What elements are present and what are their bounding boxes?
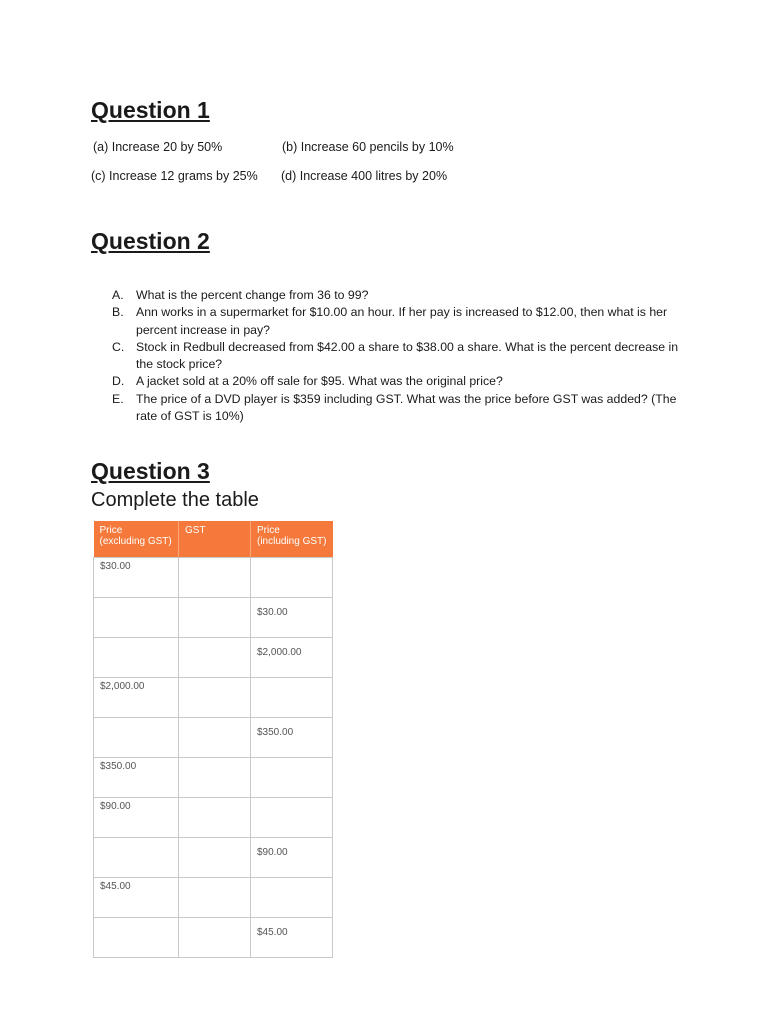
table-cell[interactable]: $30.00 — [251, 598, 333, 638]
question-1-item-d: (d) Increase 400 litres by 20% — [281, 169, 448, 183]
question-2-item — [112, 339, 687, 374]
table-header-row — [94, 521, 333, 558]
table-cell[interactable] — [94, 918, 179, 958]
table-cell[interactable]: $30.00 — [94, 558, 179, 598]
header-price-including-gst: Price (including GST) — [251, 521, 333, 558]
table-cell[interactable]: $45.00 — [251, 918, 333, 958]
table-cell[interactable] — [179, 758, 251, 798]
table-body — [94, 558, 333, 958]
question-2-item — [112, 304, 687, 339]
table-row — [94, 678, 333, 718]
question-1-item-b: (b) Increase 60 pencils by 10% — [282, 140, 454, 154]
table-cell[interactable] — [179, 638, 251, 678]
question-3-subtitle: Complete the table — [91, 489, 259, 511]
question-2-item-text: The price of a DVD player is $359 including GST. What was the price before GST was added? (The rate of GST is 10%) — [136, 391, 677, 424]
list-marker: C. — [112, 339, 125, 354]
table-cell[interactable] — [179, 558, 251, 598]
table-cell[interactable]: $45.00 — [94, 878, 179, 918]
table-row — [94, 798, 333, 838]
question-2-item-text: What is the percent change from 36 to 99? — [136, 288, 369, 302]
table-cell[interactable]: $2,000.00 — [251, 638, 333, 678]
table-cell[interactable] — [94, 598, 179, 638]
table-cell[interactable] — [179, 918, 251, 958]
table-cell[interactable] — [251, 878, 333, 918]
question-2-item-text: Stock in Redbull decreased from $42.00 a share to $38.00 a share. What is the percent decrease in the stock price? — [136, 339, 679, 372]
question-3-heading: Question 3 — [91, 458, 210, 484]
table-cell[interactable]: $90.00 — [251, 838, 333, 878]
question-2-item — [112, 391, 687, 426]
question-2-item-text: Ann works in a supermarket for $10.00 an hour. If her pay is increased to $12.00, then what is her percent increase in pay? — [136, 305, 668, 337]
table-cell[interactable] — [179, 598, 251, 638]
table-cell[interactable] — [179, 678, 251, 718]
table-row — [94, 718, 333, 758]
table-row — [94, 918, 333, 958]
list-marker: D. — [112, 374, 125, 389]
question-2-item — [112, 373, 687, 390]
header-gst: GST — [179, 521, 251, 558]
table-cell[interactable] — [179, 718, 251, 758]
table-row — [94, 558, 333, 598]
table-cell[interactable] — [251, 558, 333, 598]
question-2-list — [112, 287, 687, 425]
table-cell[interactable] — [179, 798, 251, 838]
table-row — [94, 838, 333, 878]
table-cell[interactable] — [251, 798, 333, 838]
question-1-item-a: (a) Increase 20 by 50% — [93, 140, 223, 154]
table-cell[interactable]: $90.00 — [94, 798, 179, 838]
table-cell[interactable]: $350.00 — [94, 758, 179, 798]
table-row — [94, 598, 333, 638]
table-row — [94, 758, 333, 798]
table-cell[interactable] — [251, 758, 333, 798]
question-2-item — [112, 287, 687, 304]
header-price-excluding-gst: Price (excluding GST) — [94, 521, 179, 558]
table-cell[interactable] — [179, 838, 251, 878]
table-row — [94, 638, 333, 678]
table-row — [94, 878, 333, 918]
list-marker: B. — [112, 305, 124, 320]
table-cell[interactable] — [94, 838, 179, 878]
table-cell[interactable] — [179, 878, 251, 918]
table-cell[interactable] — [94, 718, 179, 758]
table-cell[interactable] — [94, 638, 179, 678]
question-1-item-c: (c) Increase 12 grams by 25% — [91, 169, 258, 183]
gst-table — [93, 521, 333, 958]
table-cell[interactable]: $2,000.00 — [94, 678, 179, 718]
table-cell[interactable]: $350.00 — [251, 718, 333, 758]
question-2-item-text: A jacket sold at a 20% off sale for $95. What was the original price? — [136, 374, 503, 389]
list-marker: E. — [112, 391, 124, 406]
table-cell[interactable] — [251, 678, 333, 718]
list-marker: A. — [112, 288, 124, 302]
question-1-heading: Question 1 — [91, 97, 210, 123]
question-2-heading: Question 2 — [91, 228, 210, 254]
